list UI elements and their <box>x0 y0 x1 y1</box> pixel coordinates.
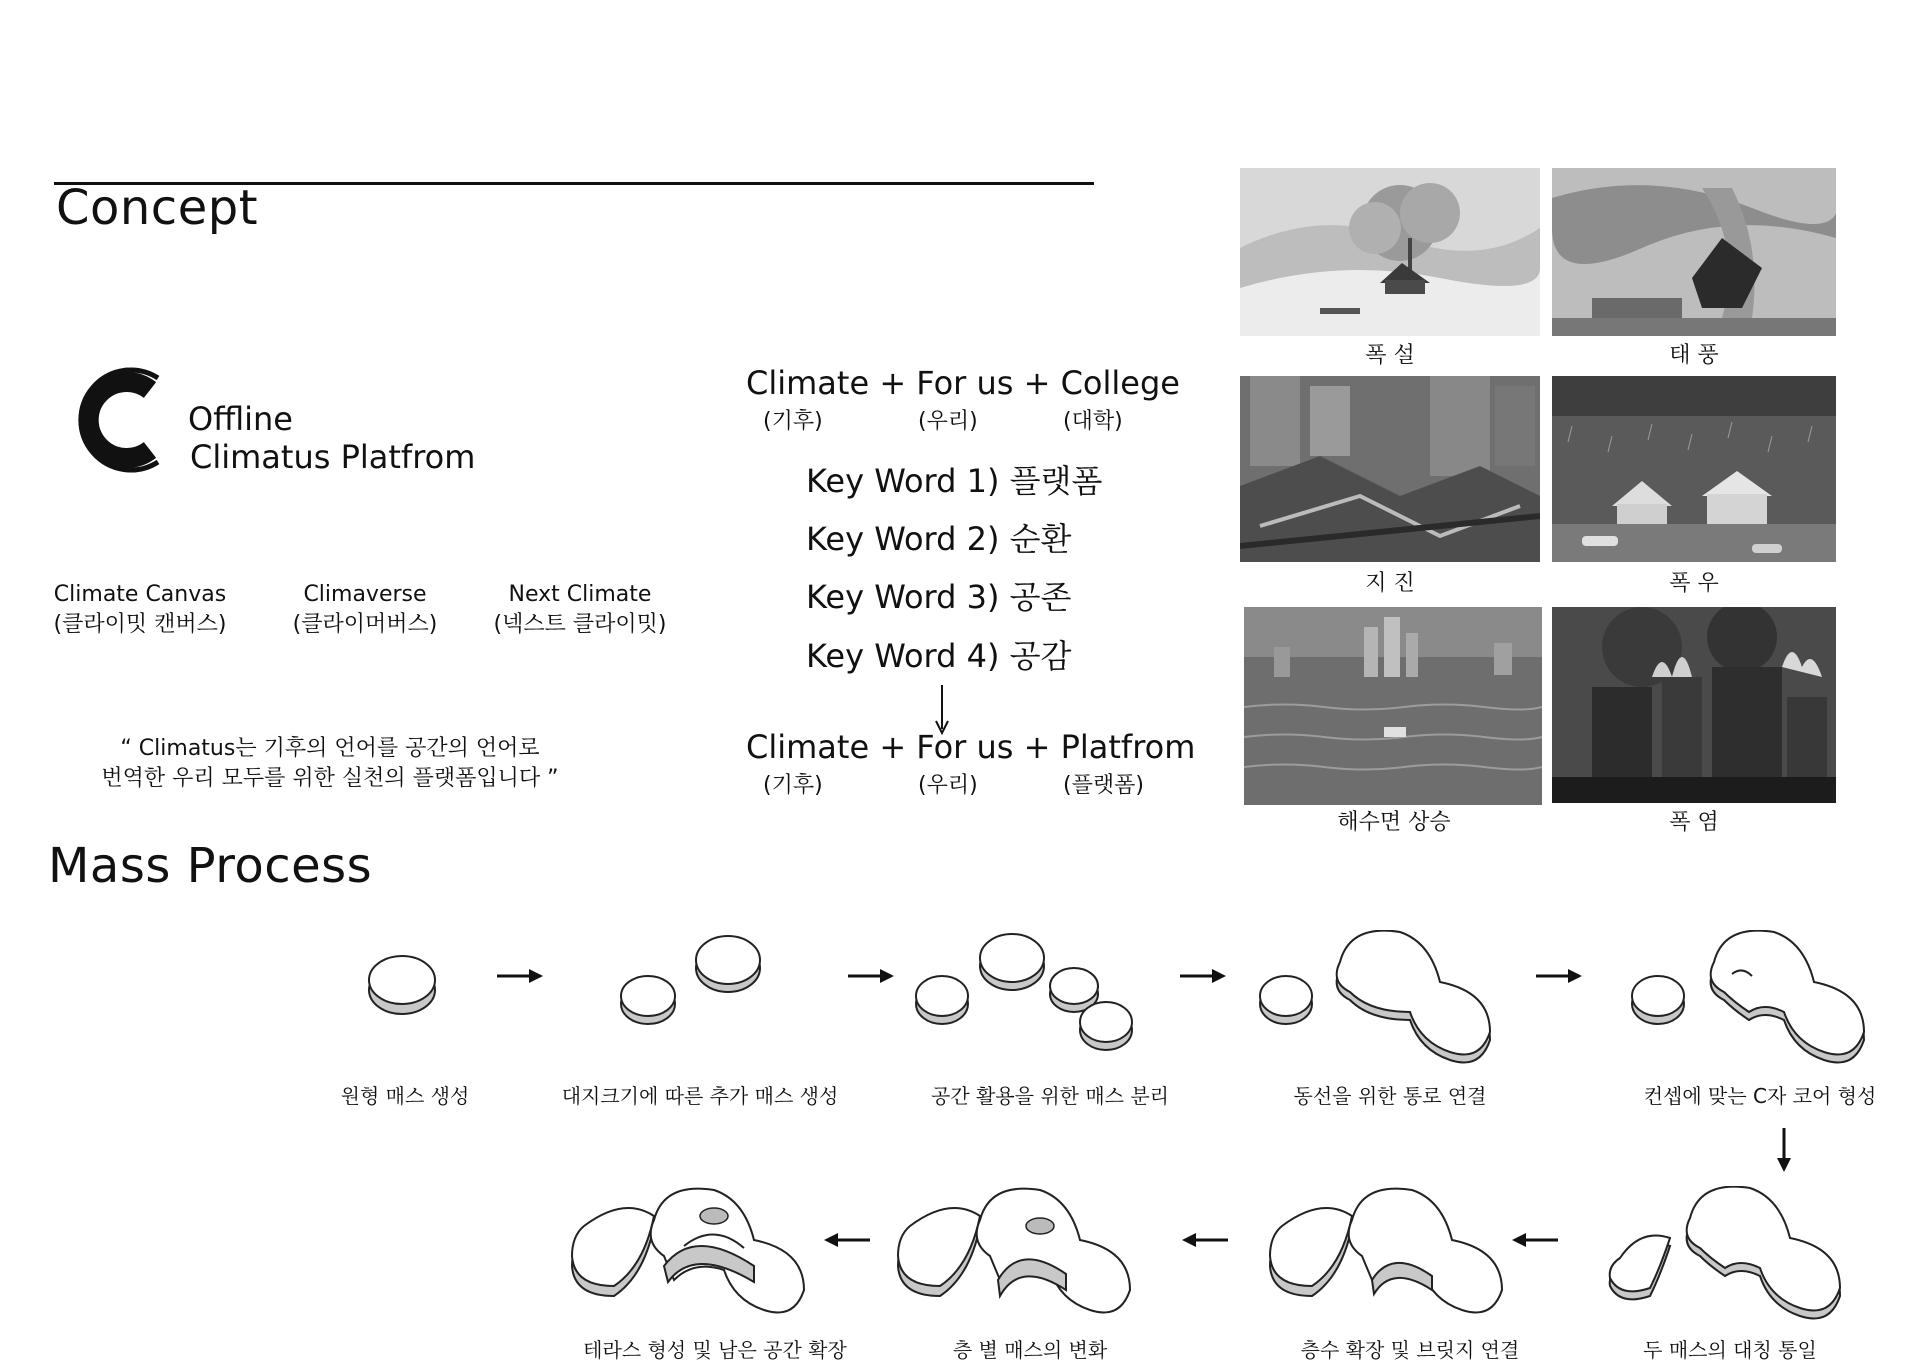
quote-line-1: “ Climatus는 기후의 언어를 공간의 언어로 <box>120 736 540 761</box>
keyword-4: Key Word 4) 공감 <box>806 637 1072 675</box>
arrow-left-icon <box>822 1230 872 1250</box>
name-en: Next Climate <box>508 582 652 607</box>
mass-process-title: Mass Process <box>48 838 373 894</box>
arrow-left-icon <box>1510 1230 1560 1250</box>
mass-step-5-diagram <box>1624 930 1874 1070</box>
name-climaverse <box>270 580 460 640</box>
gloss-bottom-1: (기후) <box>763 773 823 798</box>
disaster-label-sea-level: 해수면 상승 <box>1337 810 1451 835</box>
climatus-logo <box>60 360 170 480</box>
mass-step-9-label: 테라스 형성 및 남은 공간 확장 <box>583 1338 847 1362</box>
name-en: Climaverse <box>303 582 427 607</box>
mass-step-6-label: 두 매스의 대칭 통일 <box>1643 1338 1817 1362</box>
mass-step-7-label: 층수 확장 및 브릿지 연결 <box>1300 1338 1520 1362</box>
gloss-top-2: (우리) <box>918 409 978 434</box>
name-next-climate <box>475 580 685 640</box>
mass-step-6-diagram <box>1600 1186 1860 1326</box>
arrow-down-icon <box>1774 1128 1794 1174</box>
formula-top: Climate + For us + College <box>746 364 1180 402</box>
mass-step-9-diagram <box>564 1186 814 1326</box>
name-ko: (넥스트 클라이밋) <box>493 612 667 637</box>
formula-bottom: Climate + For us + Platfrom <box>746 728 1196 766</box>
mass-step-7-diagram <box>1262 1186 1512 1326</box>
gloss-bottom-3: (플랫폼) <box>1063 773 1144 798</box>
mass-step-5-label: 컨셉에 맞는 C자 코어 형성 <box>1643 1084 1877 1108</box>
mass-step-2-label: 대지크기에 따른 추가 매스 생성 <box>561 1084 839 1108</box>
disaster-label-heatwave: 폭 염 <box>1669 810 1719 835</box>
mass-step-3-diagram <box>908 930 1148 1060</box>
mass-step-2-diagram <box>612 930 772 1030</box>
typhoon-scene-image <box>1552 168 1836 336</box>
gloss-top-3: (대학) <box>1063 409 1123 434</box>
mass-step-1-diagram <box>360 946 450 1016</box>
rain-scene-image <box>1552 376 1836 562</box>
earthquake-scene-image <box>1240 376 1540 562</box>
keyword-3: Key Word 3) 공존 <box>806 578 1072 616</box>
disaster-label-rain: 폭 우 <box>1669 571 1719 596</box>
disaster-label-snow: 폭 설 <box>1365 343 1415 368</box>
mass-step-8-label: 층 별 매스의 변화 <box>952 1338 1108 1362</box>
mass-step-4-label: 동선을 위한 통로 연결 <box>1293 1084 1487 1108</box>
arrow-right-icon <box>1178 966 1228 986</box>
snow-scene-image <box>1240 168 1540 336</box>
name-en: Climate Canvas <box>53 582 227 607</box>
name-ko: (클라이머버스) <box>292 612 438 637</box>
sea-level-scene-image <box>1244 607 1542 805</box>
concept-title: Concept <box>56 180 259 236</box>
mass-step-4-diagram <box>1250 930 1500 1070</box>
heatwave-scene-image <box>1552 607 1836 803</box>
name-ko: (클라이밋 캔버스) <box>53 612 227 637</box>
arrow-left-icon <box>1180 1230 1230 1250</box>
disaster-label-earthquake: 지 진 <box>1365 571 1415 596</box>
keyword-2: Key Word 2) 순환 <box>806 520 1072 558</box>
mass-step-3-label: 공간 활용을 위한 매스 분리 <box>931 1084 1169 1108</box>
disaster-label-typhoon: 태 풍 <box>1669 343 1719 368</box>
name-climate-canvas <box>40 580 240 640</box>
brand-line-1: Offline <box>188 400 293 438</box>
arrow-right-icon <box>1534 966 1584 986</box>
brand-line-2: Climatus Platfrom <box>190 438 476 476</box>
mission-quote <box>70 734 590 794</box>
quote-line-2: 번역한 우리 모두를 위한 실천의 플랫폼입니다 ” <box>101 766 559 791</box>
gloss-bottom-2: (우리) <box>918 773 978 798</box>
arrow-right-icon <box>846 966 896 986</box>
arrow-right-icon <box>495 966 545 986</box>
mass-step-8-diagram <box>890 1186 1140 1326</box>
mass-step-1-label: 원형 매스 생성 <box>340 1084 470 1108</box>
keyword-1: Key Word 1) 플랫폼 <box>806 462 1103 500</box>
gloss-top-1: (기후) <box>763 409 823 434</box>
